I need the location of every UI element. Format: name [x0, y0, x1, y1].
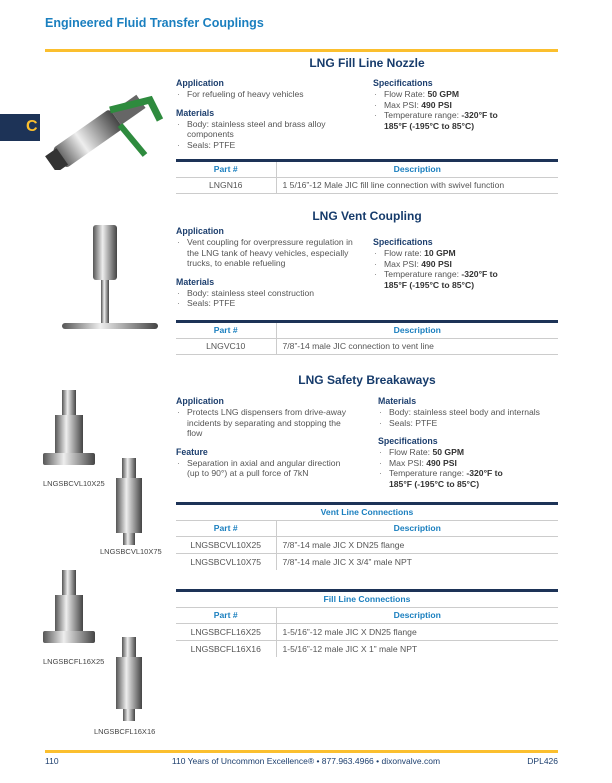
part-description: 1-5/16”-12 male JIC X DN25 flange — [276, 624, 558, 641]
feature-item: · Separation in axial and angular direction (up to 90°) at a pull force of 7kN — [176, 458, 351, 479]
footer-divider — [45, 750, 558, 753]
spec-flow — [378, 447, 558, 458]
table-row — [176, 537, 558, 554]
table-caption: Vent Line Connections — [176, 504, 558, 521]
breakaway-vent-flange-image — [43, 390, 95, 465]
col-header-description: Description — [276, 161, 558, 178]
materials-item: · Body: stainless steel construction — [176, 288, 366, 299]
col-header-part: Part # — [176, 161, 276, 178]
spec-label: Flow rate: — [384, 248, 425, 258]
breakaway-images — [40, 385, 175, 745]
header-divider — [45, 49, 558, 52]
part-description: 7/8”-14 male JIC X DN25 flange — [276, 537, 558, 554]
table-row — [176, 624, 558, 641]
materials-item: · Body: stainless steel body and internals — [378, 407, 558, 418]
spec-psi — [373, 259, 558, 270]
parts-table — [176, 159, 558, 194]
image-label: LNGSBCFL16X25 — [43, 657, 105, 666]
spec-temp — [373, 110, 523, 131]
materials-item: · Seals: PTFE — [176, 298, 366, 309]
spec-value: 10 GPM — [424, 248, 456, 258]
part-number: LNGSBCVL10X25 — [176, 537, 276, 554]
breakaway-fill-flange-image — [43, 570, 95, 643]
spec-value: -320°F to 185°F (-195°C to 85°C) — [384, 110, 498, 131]
spec-value: 490 PSI — [426, 457, 457, 468]
part-description: 1-5/16”-12 male JIC X 1” male NPT — [282, 643, 418, 654]
materials-heading: Materials — [378, 396, 417, 406]
col-header-description: Description — [276, 322, 558, 339]
col-header-description: Description — [276, 607, 558, 624]
footer-tagline: 110 Years of Uncommon Excellence® • 877.963.4966 • dixonvalve.com — [171, 756, 441, 766]
application-item: · For refueling of heavy vehicles — [176, 89, 366, 100]
section-title: LNG Safety Breakaways — [298, 373, 436, 387]
spec-value: -320°F to 185°F (-195°C to 85°C) — [384, 269, 498, 290]
image-label: LNGSBCVL10X25 — [43, 479, 105, 488]
section-tab: C — [0, 114, 40, 141]
spec-psi — [373, 100, 558, 111]
part-number: LNGN16 — [176, 177, 276, 194]
application-item: · Protects LNG dispensers from drive-away incidents by separating and stopping the flow — [176, 407, 351, 439]
part-description: 7/8”-14 male JIC X 3/4” male NPT — [282, 556, 412, 567]
materials-item: · Body: stainless steel and brass alloy components — [176, 119, 326, 140]
specs-heading: Specifications — [378, 436, 438, 446]
spec-value: 490 PSI — [421, 99, 452, 110]
specs-heading: Specifications — [373, 237, 433, 247]
part-number: LNGSBCVL10X75 — [176, 553, 276, 570]
table-row — [176, 338, 558, 355]
image-label: LNGSBCFL16X16 — [94, 727, 156, 736]
materials-item: · Seals: PTFE — [378, 418, 558, 429]
feature-heading: Feature — [176, 446, 208, 457]
table-row — [176, 640, 558, 657]
vent-coupling-image — [60, 225, 170, 345]
col-header-part: Part # — [176, 322, 276, 339]
spec-label: Flow Rate: — [389, 447, 433, 457]
application-heading: Application — [176, 78, 224, 88]
spec-temp — [373, 269, 523, 290]
table-caption: Fill Line Connections — [176, 591, 558, 608]
table-row — [176, 553, 558, 570]
col-header-part: Part # — [176, 520, 276, 537]
materials-heading: Materials — [176, 107, 215, 118]
spec-value: 50 GPM — [427, 89, 459, 99]
spec-flow — [373, 89, 558, 100]
parts-table — [176, 320, 558, 355]
part-description: 1 5/16”-12 Male JIC fill line connection with swivel function — [276, 177, 558, 194]
breakaway-fill-npt-image — [116, 637, 142, 721]
spec-value: 490 PSI — [421, 258, 452, 269]
spec-label: Temperature range: — [389, 468, 467, 478]
spec-value: 50 GPM — [432, 447, 464, 457]
vent-line-table — [176, 502, 558, 570]
fill-nozzle-image — [40, 80, 165, 170]
specs-heading: Specifications — [373, 78, 433, 88]
page-number: 110 — [45, 756, 59, 766]
spec-flow — [373, 248, 558, 259]
col-header-description: Description — [276, 520, 558, 537]
spec-value: -320°F to 185°F (-195°C to 85°C) — [389, 468, 503, 489]
spec-label: Max PSI: — [384, 258, 422, 269]
part-description: 7/8”-14 male JIC connection to vent line — [276, 338, 558, 355]
part-number: LNGSBCFL16X25 — [176, 624, 276, 641]
part-number: LNGSBCFL16X16 — [176, 640, 276, 657]
application-heading: Application — [176, 226, 224, 236]
spec-label: Max PSI: — [384, 99, 422, 110]
spec-label: Temperature range: — [384, 269, 462, 279]
materials-heading: Materials — [176, 276, 215, 287]
breakaway-vent-npt-image — [116, 458, 142, 545]
materials-item: · Seals: PTFE — [176, 140, 326, 151]
col-header-part: Part # — [176, 607, 276, 624]
table-row — [176, 177, 558, 194]
section-title: LNG Vent Coupling — [312, 209, 422, 223]
application-heading: Application — [176, 396, 224, 406]
spec-label: Temperature range: — [384, 110, 462, 120]
image-label: LNGSBCVL10X75 — [100, 547, 162, 556]
spec-label: Flow Rate: — [384, 89, 428, 99]
part-number: LNGVC10 — [176, 338, 276, 355]
page-header-title: Engineered Fluid Transfer Couplings — [45, 16, 264, 30]
fill-line-table — [176, 589, 558, 657]
spec-psi — [378, 458, 558, 469]
application-item: · Vent coupling for overpressure regulation in the LNG tank of heavy vehicles, especially trucks, to enable refueling — [176, 237, 366, 269]
spec-label: Max PSI: — [389, 457, 427, 468]
section-title: LNG Fill Line Nozzle — [309, 56, 425, 70]
spec-temp — [378, 468, 528, 489]
catalog-code: DPL426 — [527, 756, 558, 766]
